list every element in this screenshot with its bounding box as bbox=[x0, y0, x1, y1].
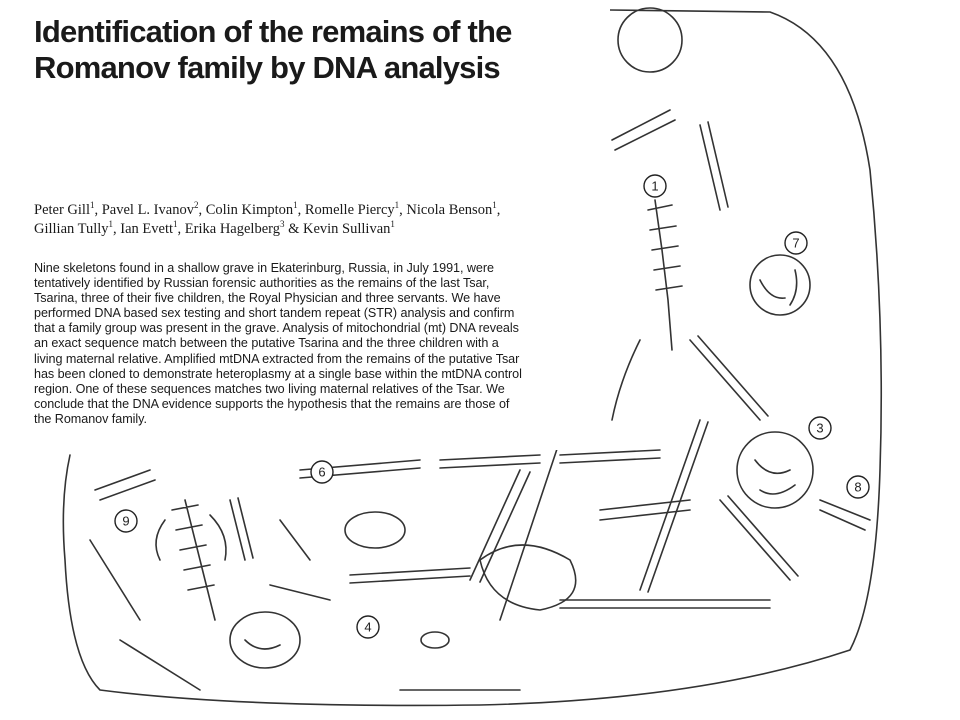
grave-number-marker bbox=[809, 417, 831, 439]
bone bbox=[708, 122, 728, 207]
bone bbox=[95, 470, 150, 490]
grave-number-label: 8 bbox=[854, 479, 862, 495]
grave-number-label: 1 bbox=[651, 178, 659, 194]
bone bbox=[720, 500, 790, 580]
bone bbox=[100, 480, 155, 500]
author-name: Gillian Tully$^1$ bbox=[34, 219, 114, 237]
grave-number-label: 6 bbox=[318, 464, 326, 480]
paper-header-panel bbox=[0, 0, 610, 450]
paper-title: Identification of the remains of the Romanov family by DNA analysis bbox=[34, 14, 512, 85]
affiliation-mark: 1 bbox=[394, 200, 400, 211]
affiliation-mark: 1 bbox=[492, 200, 497, 211]
abstract-line: Nine skeletons found in a shallow grave in Ekaterinburg, Russia, in July 1991, were bbox=[34, 261, 494, 275]
grave-number-marker bbox=[785, 232, 807, 254]
abstract-line: conclude that the DNA evidence supports the hypothesis that the remains are those of bbox=[34, 396, 510, 411]
bone bbox=[612, 110, 670, 140]
bone bbox=[500, 440, 560, 620]
author-list: Peter Gill$^1$, Pavel L. Ivanov$^2$, Colin Kimpton$^1$, Romelle Piercy$^1$, Nicola Benson$^1$, Gillian Tully$^1$, Ian Evett$^1$, Erika Hagelberg$^3$ & Kevin Sullivan$^1$ bbox=[34, 200, 501, 237]
bone bbox=[612, 340, 640, 420]
author-name: Nicola Benson$^1$ bbox=[406, 200, 497, 218]
affiliation-mark: 2 bbox=[193, 200, 199, 211]
abstract bbox=[34, 261, 608, 427]
affiliation-mark: 1 bbox=[89, 200, 95, 211]
bone bbox=[480, 472, 530, 582]
grave-number-marker bbox=[847, 476, 869, 498]
bone bbox=[120, 640, 200, 690]
bone bbox=[698, 336, 768, 416]
grave-number-label: 7 bbox=[792, 235, 800, 251]
author-name: Romelle Piercy$^1$ bbox=[304, 200, 400, 218]
grave-number-label: 3 bbox=[816, 420, 824, 436]
affiliation-mark: 3 bbox=[279, 219, 285, 230]
bone bbox=[690, 340, 760, 420]
spine bbox=[172, 500, 215, 620]
grave-number-marker bbox=[311, 461, 333, 483]
bone bbox=[700, 125, 720, 210]
abstract-line: tentatively identified by Russian forensic authorities as the remains of the last Tsar, bbox=[34, 276, 490, 291]
affiliation-mark: 1 bbox=[108, 219, 114, 230]
bone bbox=[560, 600, 770, 608]
abstract-line: performed DNA based sex testing and short tandem repeat (STR) analysis and confirm bbox=[34, 306, 515, 321]
affiliation-mark: 1 bbox=[293, 200, 298, 211]
skull-detail bbox=[245, 640, 280, 649]
abstract-line: living maternal relative. Amplified mtDNA extracted from the remains of the putative Tsar bbox=[34, 351, 520, 366]
grave-number-label: 4 bbox=[364, 619, 372, 635]
abstract-line: that a family group was present in the grave. Analysis of mitochondrial (mt) DNA reveals bbox=[34, 321, 519, 336]
skull bbox=[737, 432, 813, 508]
author-name: Peter Gill$^1$ bbox=[34, 200, 95, 218]
bone bbox=[440, 455, 540, 468]
grave-number-marker bbox=[115, 510, 137, 532]
bone bbox=[648, 422, 708, 592]
skull-detail bbox=[760, 270, 797, 305]
author-name: Erika Hagelberg$^3$ bbox=[184, 219, 285, 237]
grave-number-label: 9 bbox=[122, 513, 130, 529]
bone bbox=[560, 450, 660, 463]
skull bbox=[345, 512, 405, 548]
bone bbox=[350, 568, 470, 583]
skull bbox=[230, 612, 300, 668]
bone bbox=[728, 496, 798, 576]
bone bbox=[615, 120, 675, 150]
author-name: Colin Kimpton$^1$ bbox=[205, 200, 298, 218]
affiliation-mark: 1 bbox=[390, 219, 395, 230]
abstract-line: has been cloned to demonstrate heteroplasmy at a single base within the mtDNA control bbox=[34, 366, 522, 381]
author-name: Ian Evett$^1$ bbox=[120, 219, 178, 237]
abstract-line: region. One of these sequences matches two living maternal relatives of the Tsar. We bbox=[34, 381, 505, 396]
bone bbox=[470, 470, 520, 580]
skull-detail bbox=[755, 460, 795, 494]
bone bbox=[270, 520, 330, 600]
small-object bbox=[421, 632, 449, 648]
author-name: Pavel L. Ivanov$^2$ bbox=[101, 200, 199, 218]
abstract-line: Tsarina, three of their five children, the Royal Physician and three servants. We have bbox=[34, 291, 501, 306]
bone bbox=[230, 498, 253, 560]
abstract-line: the Romanov family. bbox=[34, 411, 147, 426]
bone bbox=[820, 500, 870, 530]
grave-number-marker bbox=[357, 616, 379, 638]
skull bbox=[618, 8, 682, 72]
bone bbox=[90, 540, 140, 620]
bone bbox=[600, 510, 690, 520]
bone bbox=[600, 500, 690, 510]
skull bbox=[750, 255, 810, 315]
affiliation-mark: 1 bbox=[173, 219, 178, 230]
author-name: Kevin Sullivan$^1$ bbox=[302, 219, 395, 237]
spine bbox=[648, 200, 682, 350]
grave-number-marker bbox=[644, 175, 666, 197]
abstract-line: an exact sequence match between the putative Tsarina and the three children with a bbox=[34, 336, 499, 351]
